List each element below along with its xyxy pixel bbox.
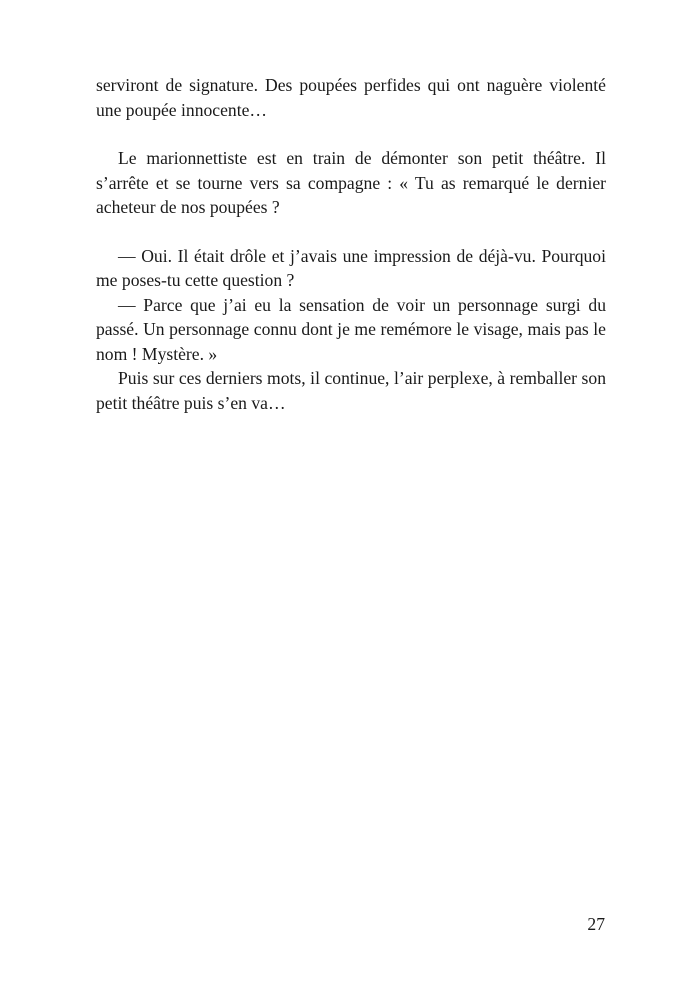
page-number: 27 xyxy=(587,914,605,934)
paragraph-continuation: serviront de signature. Des poupées perfides qui ont naguère violenté une poupée innocente… xyxy=(96,75,606,120)
paragraph-gap xyxy=(96,122,606,146)
dialogue-line-parce-que: — Parce que j’ai eu la sensation de voir un personnage surgi du passé. Un personnage connu dont je me remémore le visage, mais pas le nom ! Mystère. » xyxy=(96,294,606,364)
paragraph-marionnettiste: Le marionnettiste est en train de démonter son petit théâtre. Il s’arrête et se tourne vers sa compagne : « Tu as remarqué le dernier acheteur de nos poupées ? xyxy=(96,148,606,217)
paragraph-gap xyxy=(96,220,606,244)
dialogue-line-oui: — Oui. Il était drôle et j’avais une impression de déjà-vu. Pourquoi me poses-tu cette question ? xyxy=(96,245,606,290)
paragraph-closing: Puis sur ces derniers mots, il continue, l’air perplexe, à remballer son petit théâtre puis s’en va… xyxy=(96,368,606,413)
body-text xyxy=(96,73,606,415)
